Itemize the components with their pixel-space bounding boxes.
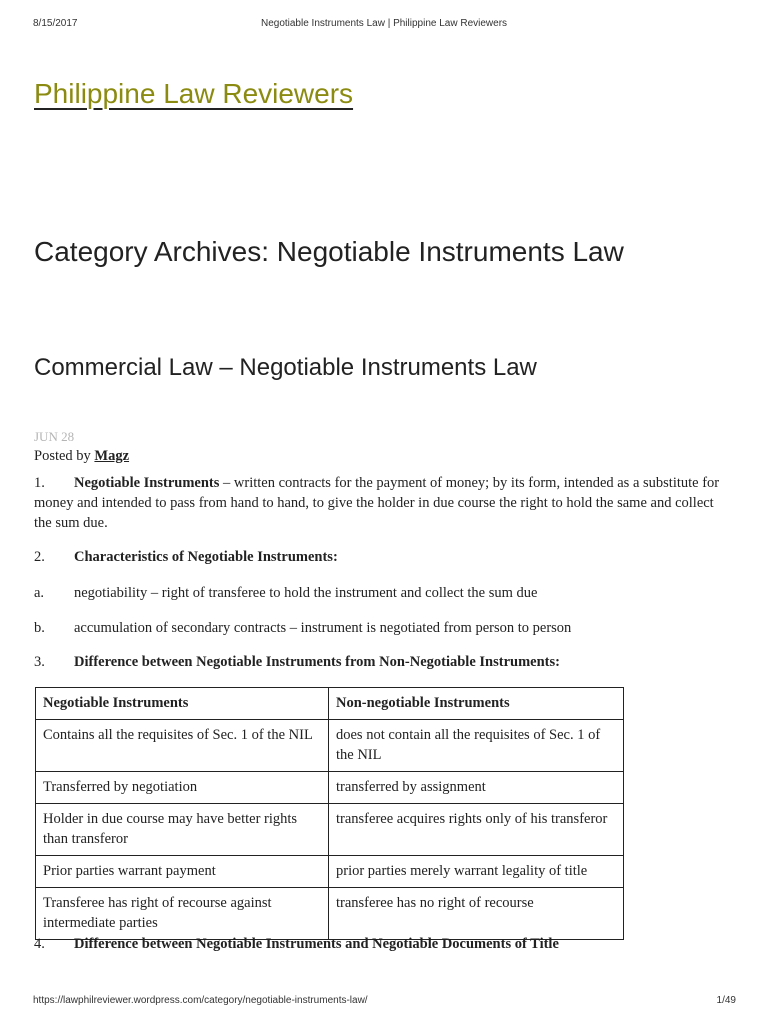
item-number: 2. xyxy=(34,549,45,565)
table-row xyxy=(36,856,624,888)
table-cell: transferee has no right of recourse xyxy=(329,888,624,940)
item-text: – written contracts for the payment of money; by its form, intended as a substitute for money and intended to pass from hand to hand, to give the holder in due course the right to hold the same and collect the sum due. xyxy=(34,475,720,531)
item-2 xyxy=(34,547,734,567)
item-number: 3. xyxy=(34,654,45,670)
post-date: JUN 28 xyxy=(34,429,75,444)
table-cell: transferred by assignment xyxy=(329,772,624,804)
item-letter: a. xyxy=(34,585,45,601)
print-date: 8/15/2017 xyxy=(33,18,78,29)
post-byline xyxy=(34,448,129,465)
item-term: Negotiable Instruments xyxy=(74,475,220,491)
print-page-title: Negotiable Instruments Law | Philippine Law Reviewers xyxy=(260,18,508,29)
table-header-row xyxy=(36,688,624,720)
item-b xyxy=(34,618,734,638)
table-row xyxy=(36,804,624,856)
table-row xyxy=(36,720,624,772)
table-cell: transferee acquires rights only of his transferor xyxy=(329,804,624,856)
item-4 xyxy=(34,934,734,954)
category-title: Category Archives: Negotiable Instruments Law xyxy=(34,236,624,267)
item-1 xyxy=(34,473,734,533)
posted-by-label: Posted by xyxy=(34,448,91,464)
print-url: https://lawphilreviewer.wordpress.com/category/negotiable-instruments-law/ xyxy=(33,995,368,1006)
table-cell: Prior parties warrant payment xyxy=(36,856,329,888)
item-number: 1. xyxy=(34,475,45,491)
item-term: Characteristics of Negotiable Instruments: xyxy=(74,549,338,565)
table-cell: Transferred by negotiation xyxy=(36,772,329,804)
table-cell: Transferee has right of recourse against intermediate parties xyxy=(36,888,329,940)
table-row xyxy=(36,772,624,804)
table-row xyxy=(36,888,624,940)
post-title: Commercial Law – Negotiable Instruments Law xyxy=(34,354,537,381)
item-letter: b. xyxy=(34,620,45,636)
item-number: 4. xyxy=(34,936,45,952)
item-a xyxy=(34,583,734,603)
print-page-number: 1/49 xyxy=(716,995,736,1006)
table-cell: prior parties merely warrant legality of title xyxy=(329,856,624,888)
site-title-link[interactable]: Philippine Law Reviewers xyxy=(34,78,354,109)
author-link[interactable]: Magz xyxy=(94,448,130,464)
table-header-cell: Negotiable Instruments xyxy=(36,688,329,720)
item-text: accumulation of secondary contracts – instrument is negotiated from person to person xyxy=(74,620,572,636)
item-term: Difference between Negotiable Instruments from Non-Negotiable Instruments: xyxy=(74,654,560,670)
comparison-table xyxy=(35,687,624,940)
table-cell: does not contain all the requisites of Sec. 1 of the NIL xyxy=(329,720,624,772)
item-term: Difference between Negotiable Instruments and Negotiable Documents of Title xyxy=(74,936,559,952)
table-header-cell: Non-negotiable Instruments xyxy=(329,688,624,720)
item-3 xyxy=(34,652,734,672)
table-cell: Holder in due course may have better rights than transferor xyxy=(36,804,329,856)
item-text: negotiability – right of transferee to hold the instrument and collect the sum due xyxy=(74,585,538,601)
table-cell: Contains all the requisites of Sec. 1 of the NIL xyxy=(36,720,329,772)
